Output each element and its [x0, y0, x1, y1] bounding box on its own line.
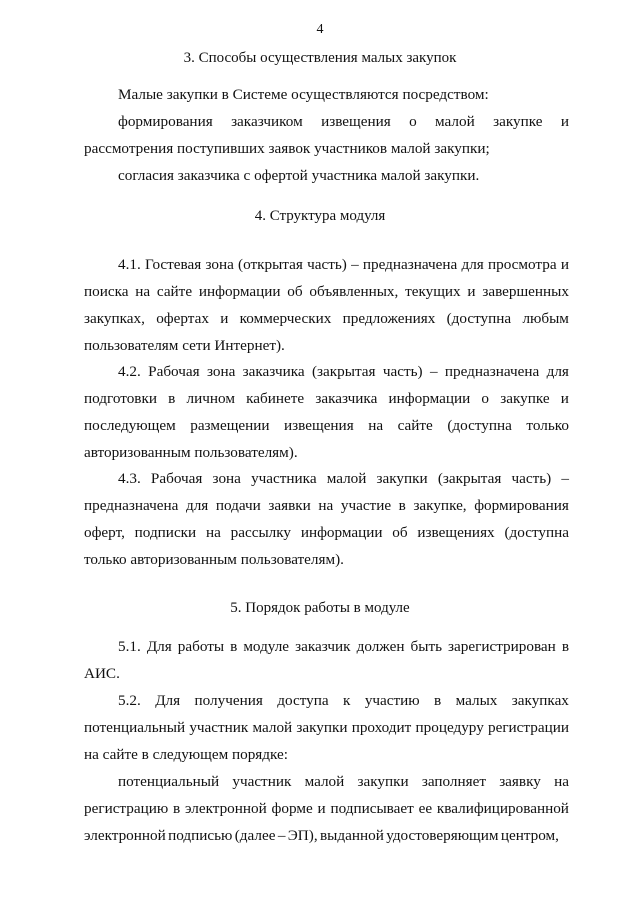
word: модуле: [243, 638, 290, 655]
word: о: [409, 113, 417, 130]
word: в: [434, 692, 442, 709]
word: зона: [205, 256, 234, 273]
word: Для: [155, 692, 181, 709]
word: (закрытая: [437, 470, 502, 487]
word: (закрытая: [312, 363, 376, 380]
word: оферт,: [84, 524, 125, 541]
word: потенциальный: [84, 719, 186, 736]
section-4-p3-line-2: [84, 497, 569, 515]
word: извещения: [321, 113, 391, 130]
section-3-item-2: согласия заказчика с офертой участника малой закупки.: [118, 167, 480, 184]
word: заказчиком: [231, 113, 303, 130]
word: об: [287, 283, 303, 300]
word: зона: [212, 470, 241, 487]
word: предложениях: [342, 310, 436, 327]
word: ЭП),: [287, 827, 318, 844]
word: в: [561, 638, 569, 655]
word: в: [398, 497, 406, 514]
section-4-p3-line-4: только авторизованным пользователям).: [84, 551, 344, 568]
word: на: [135, 283, 151, 300]
section-5-p1-line-1: [118, 638, 569, 656]
word: заявки: [268, 497, 311, 514]
section-5-p3-line-1: [118, 773, 569, 791]
word: сайте: [397, 417, 433, 434]
word: объявленных,: [309, 283, 399, 300]
section-4-p3-line-3: [84, 524, 569, 542]
word: офертах: [156, 310, 209, 327]
word: на: [318, 497, 334, 514]
word: информации: [198, 283, 281, 300]
word: подготовки: [84, 390, 157, 407]
word: и: [560, 390, 569, 407]
word: закупках,: [84, 310, 145, 327]
word: подписью: [168, 827, 233, 844]
word: извещениях: [417, 524, 495, 541]
word: –: [351, 256, 359, 273]
word: и: [560, 256, 569, 273]
word: коммерческих: [239, 310, 332, 327]
word: потенциальный: [118, 773, 220, 790]
word: часть): [511, 470, 552, 487]
word: размещении: [190, 417, 270, 434]
word: просмотра: [487, 256, 557, 273]
word: заполняет: [421, 773, 486, 790]
section-4-p1-line-3: [84, 310, 569, 328]
word: участие: [340, 497, 392, 514]
word: доступа: [277, 692, 329, 709]
page-number: 4: [316, 22, 324, 37]
section-4-heading: 4. Структура модуля: [254, 208, 386, 224]
word: о: [481, 390, 490, 407]
word: предназначена: [444, 363, 540, 380]
word: 4.2.: [118, 363, 141, 380]
word: регистрацию: [84, 800, 169, 817]
word: на: [554, 773, 569, 790]
word: ее: [418, 800, 433, 817]
word: участника: [251, 470, 317, 487]
word: Рабочая: [148, 363, 200, 380]
word: часть): [382, 363, 423, 380]
word: закупке: [493, 113, 543, 130]
word: удостоверяющим: [386, 827, 499, 844]
word: 5.1.: [118, 638, 141, 655]
word: закупки: [296, 719, 348, 736]
word: электронной: [185, 800, 267, 817]
word: закупке: [500, 390, 550, 407]
word: информации: [300, 524, 383, 541]
word: регистрации: [487, 719, 569, 736]
word: квалифицированной: [436, 800, 569, 817]
word: (далее: [234, 827, 276, 844]
word: часть): [307, 256, 347, 273]
word: 4.1.: [118, 256, 141, 273]
word: получения: [194, 692, 263, 709]
section-5-p2-line-2: [84, 719, 569, 737]
word: к: [343, 692, 351, 709]
word: и: [317, 800, 326, 817]
word: заявку: [499, 773, 541, 790]
word: быть: [410, 638, 443, 655]
word: форме: [271, 800, 313, 817]
section-5-heading: 5. Порядок работы в модуле: [230, 600, 410, 616]
word: для: [546, 363, 569, 380]
word: малой: [304, 773, 345, 790]
section-4-p2-line-2: [84, 390, 569, 408]
section-3-item-1-line-1: [118, 113, 569, 131]
word: в: [168, 390, 176, 407]
word: подачи: [215, 497, 261, 514]
section-5-p1-line-2: АИС.: [84, 665, 120, 682]
section-5-p3-line-3: [84, 827, 559, 845]
word: –: [429, 363, 438, 380]
word: 4.3.: [118, 470, 141, 487]
word: на: [368, 417, 384, 434]
section-4-p3-line-1: [118, 470, 569, 488]
word: электронной: [84, 827, 166, 844]
word: об: [392, 524, 408, 541]
word: для: [185, 497, 209, 514]
word: личном: [186, 390, 235, 407]
section-5-p2-line-1: [118, 692, 569, 710]
word: информации: [388, 390, 471, 407]
word: Гостевая: [145, 256, 202, 273]
word: сайте: [156, 283, 193, 300]
word: предназначена: [362, 256, 458, 273]
word: формирования: [474, 497, 569, 514]
word: формирования: [118, 113, 213, 130]
word: для: [461, 256, 484, 273]
word: Рабочая: [150, 470, 203, 487]
word: выданной: [320, 827, 384, 844]
section-4-p1-line-2: [84, 283, 569, 301]
section-4-p2-line-1: [118, 363, 569, 381]
word: 5.2.: [118, 692, 141, 709]
word: участник: [189, 719, 249, 736]
word: должен: [356, 638, 405, 655]
word: (открытая: [238, 256, 303, 273]
word: (доступна: [447, 417, 512, 434]
word: процедуру: [415, 719, 484, 736]
word: Для: [146, 638, 172, 655]
word: малых: [455, 692, 498, 709]
word: зарегистрирован: [448, 638, 556, 655]
section-5-p2-line-3: на сайте в следующем порядке:: [84, 746, 288, 763]
word: кабинете: [246, 390, 305, 407]
word: заказчик: [295, 638, 351, 655]
word: последующем: [84, 417, 176, 434]
word: –: [277, 827, 286, 844]
word: предназначена: [84, 497, 179, 514]
word: в: [230, 638, 238, 655]
word: зона: [206, 363, 236, 380]
word: и: [467, 283, 476, 300]
word: участию: [364, 692, 420, 709]
word: на: [205, 524, 221, 541]
section-4-p2-line-3: [84, 417, 569, 435]
section-5-p3-line-2: [84, 800, 569, 818]
word: подписывает: [330, 800, 414, 817]
word: –: [561, 470, 569, 487]
section-4-p1-line-1: [118, 256, 569, 274]
section-3-item-1-line-2: рассмотрения поступивших заявок участников малой закупки;: [84, 140, 490, 157]
word: работы: [177, 638, 225, 655]
word: любым: [522, 310, 569, 327]
word: и: [560, 113, 569, 130]
word: завершенных: [482, 283, 569, 300]
word: (доступна: [446, 310, 512, 327]
word: только: [526, 417, 569, 434]
word: малой: [435, 113, 475, 130]
word: заказчика: [242, 363, 305, 380]
word: (доступна: [504, 524, 569, 541]
word: текущих: [405, 283, 461, 300]
word: проходит: [351, 719, 412, 736]
word: поиска: [84, 283, 129, 300]
word: заказчика: [315, 390, 378, 407]
section-4-p1-line-4: пользователям сети Интернет).: [84, 337, 285, 354]
word: участник: [232, 773, 292, 790]
word: в: [173, 800, 181, 817]
section-3-heading: 3. Способы осуществления малых закупок: [183, 50, 457, 66]
word: закупках: [511, 692, 569, 709]
word: и: [220, 310, 229, 327]
word: закупке,: [413, 497, 467, 514]
section-3-intro: Малые закупки в Системе осуществляются посредством:: [118, 86, 489, 103]
word: извещения: [284, 417, 354, 434]
word: малой: [252, 719, 293, 736]
word: малой: [326, 470, 367, 487]
word: центром,: [500, 827, 559, 844]
word: закупки: [376, 470, 428, 487]
section-4-p2-line-4: авторизованным пользователям).: [84, 444, 298, 461]
word: подписки: [134, 524, 197, 541]
word: рассылку: [230, 524, 292, 541]
word: закупки: [357, 773, 409, 790]
